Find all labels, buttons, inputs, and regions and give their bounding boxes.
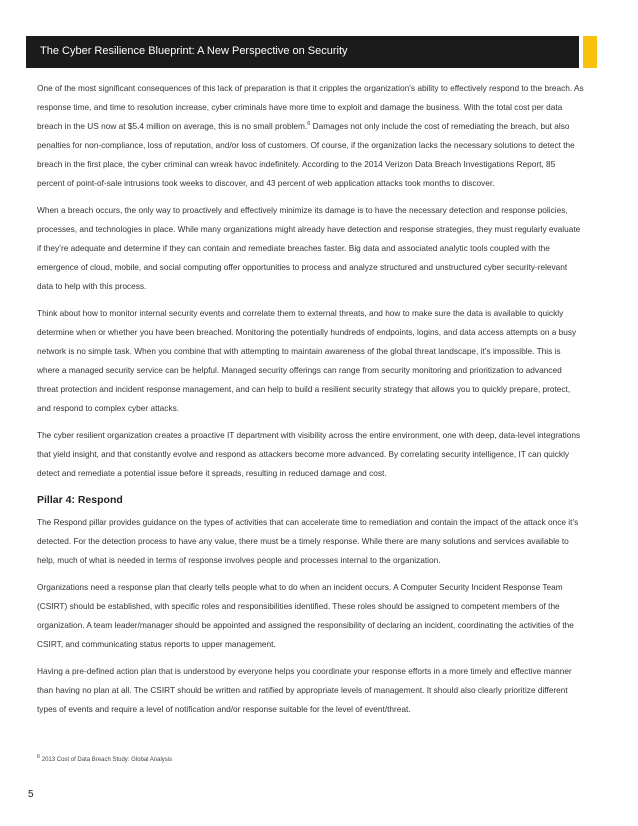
section-heading: Pillar 4: Respond [37, 494, 123, 506]
page-title: The Cyber Resilience Blueprint: A New Perspective on Security [40, 45, 348, 57]
page-number: 5 [28, 789, 34, 800]
header-bar [26, 36, 579, 68]
footnote-reference: 6 [307, 121, 311, 128]
paragraph-1 [37, 79, 585, 193]
paragraph-7: Having a pre-defined action plan that is understood by everyone helps you coordinate your response efforts in a more timely and effective manner than having no plan at all. The CSIRT should be written and ratified by appropriate levels of management. It should also clearly prioritize different types of events and require a level of notification and/or response suitable for the level of event/threat. [37, 666, 572, 714]
paragraph-6: Organizations need a response plan that clearly tells people what to do when an incident occurs. A Computer Security Incident Response Team (CSIRT) should be established, with specific roles and responsibilities identified. These roles should be assigned to competent members of the organization. A team leader/manager should be appointed and assigned the responsibility of declaring an incident, coordinating the activities of the CSIRT, and communicating status reports to upper management. [37, 582, 574, 649]
paragraph-3: Think about how to monitor internal security events and correlate them to external threats, and how to make sure the data is available to quickly determine when or whether you have been breached. Monitoring the potentially hundreds of endpoints, logins, and data access attempts on a busy network is no simple task. When you combine that with attempting to maintain awareness of the global threat landscape, it’s impossible. This is where a managed security service can be helpful. Managed security offerings can range from security monitoring and prioritization to advanced threat protection and incident response management, and can help to build a resilient security strategy that allows you to quickly prepare, protect, and respond to complex cyber attacks. [37, 308, 577, 413]
header-accent-block [583, 36, 597, 68]
document-body [37, 79, 585, 727]
paragraph-2: When a breach occurs, the only way to proactively and effectively minimize its damage is to have the necessary detection and response policies, processes, and technologies in place. While many organizations might already have detection and response strategies, they must regularly evaluate if they’re adequate and determine if they can contain and remediate breaches faster. Big data and associated analytic tools coupled with the emergence of cloud, mobile, and social computing offer opportunities to process and analyze structured and unstructured cyber security-relevant data to help with this process. [37, 205, 581, 291]
paragraph-4: The cyber resilient organization creates a proactive IT department with visibility across the entire environment, one with deep, data-level integrations that yield insight, and that constantly evolve and respond as attackers become more advanced. By correlating security intelligence, IT can quickly detect and remediate a potential issue before it spreads, resulting in reduced damage and cost. [37, 430, 581, 478]
footnote-text: 2013 Cost of Data Breach Study: Global Analysis [41, 757, 173, 763]
footnote [37, 754, 173, 763]
paragraph-5: The Respond pillar provides guidance on the types of activities that can accelerate time to remediation and contain the impact of the attack once it’s detected. For the detection process to have any value, there must be a timely response. While there are many solutions and services available to help, much of what is needed in terms of response involves people and processes internal to the organization. [37, 517, 579, 565]
footnote-marker: 6 [37, 754, 41, 760]
paragraph-1-text-start: One of the most significant consequences of this lack of preparation is that it cripples the organization’s ability to effectively respond to the breach. As response time, and time to resolution increase, cyber criminals have more time to exploit and damage the business. With the total cost per data breach in the US now at $5.4 million on average, this is no small problem. [37, 83, 584, 131]
paragraph-1-text-end: Damages not only include the cost of remediating the breach, but also penalties for non-compliance, loss of reputation, and/or loss of customers. Of course, if the organization lacks the necessary solutions to detect the breach in the first place, the cyber criminal can wreak havoc indefinitely. According to the 2014 Verizon Data Breach Investigations Report, 85 percent of point-of-sale intrusions took weeks to discover, and 43 percent of web application attacks took months to discover. [37, 121, 575, 188]
